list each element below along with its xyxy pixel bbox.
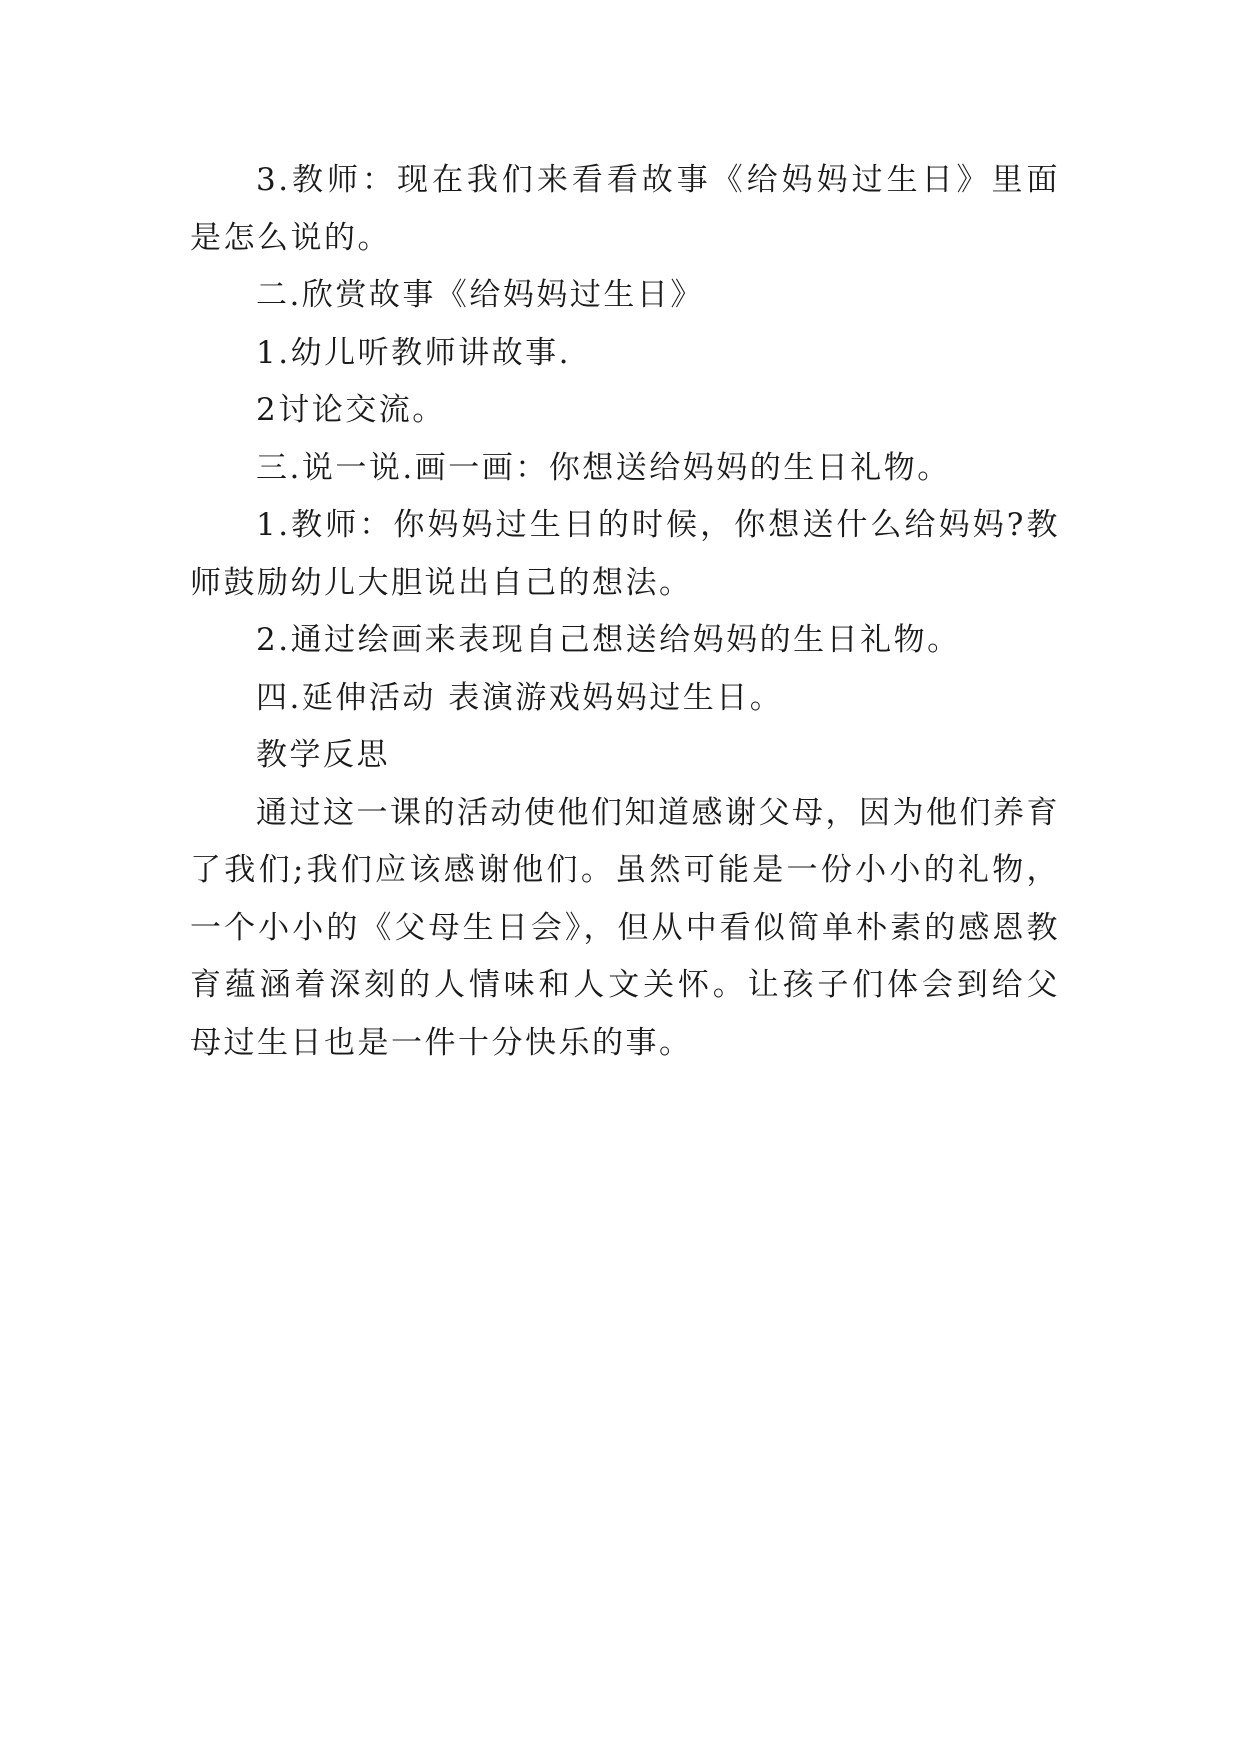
paragraph-listen-story: 1.幼儿听教师讲故事. bbox=[256, 334, 571, 371]
section-heading-teaching-reflection: 教学反思 bbox=[256, 737, 390, 773]
section-heading-appreciate-story: 二.欣赏故事《给妈妈过生日》 bbox=[256, 277, 704, 313]
paragraph-reflection-text: 通过这一课的活动使他们知道感谢父母，因为他们养育了我们;我们应该感谢他们。虽然可能是一份小小的礼物，一个小小的《父母生日会》，但从中看似简单朴素的感恩教育蕴涵着深刻的人情味和人文关怀。让孩子们体会到给父母过生日也是一件十分快乐的事。 bbox=[190, 794, 1060, 1061]
paragraph-teacher-question: 1.教师：你妈妈过生日的时候，你想送什么给妈妈?教师鼓励幼儿大胆说出自己的想法。 bbox=[190, 507, 1060, 601]
section-heading-say-and-draw: 三.说一说.画一画：你想送给妈妈的生日礼物。 bbox=[256, 449, 951, 486]
document-body bbox=[190, 152, 1060, 1072]
paragraph-discussion: 2讨论交流。 bbox=[256, 392, 446, 428]
paragraph-drawing-gift: 2.通过绘画来表现自己想送给妈妈的生日礼物。 bbox=[256, 622, 961, 658]
paragraph-step-3-story-intro: 3.教师：现在我们来看看故事《给妈妈过生日》里面是怎么说的。 bbox=[190, 162, 1060, 256]
section-heading-extension-activity: 四.延伸活动 表演游戏妈妈过生日。 bbox=[256, 679, 784, 716]
